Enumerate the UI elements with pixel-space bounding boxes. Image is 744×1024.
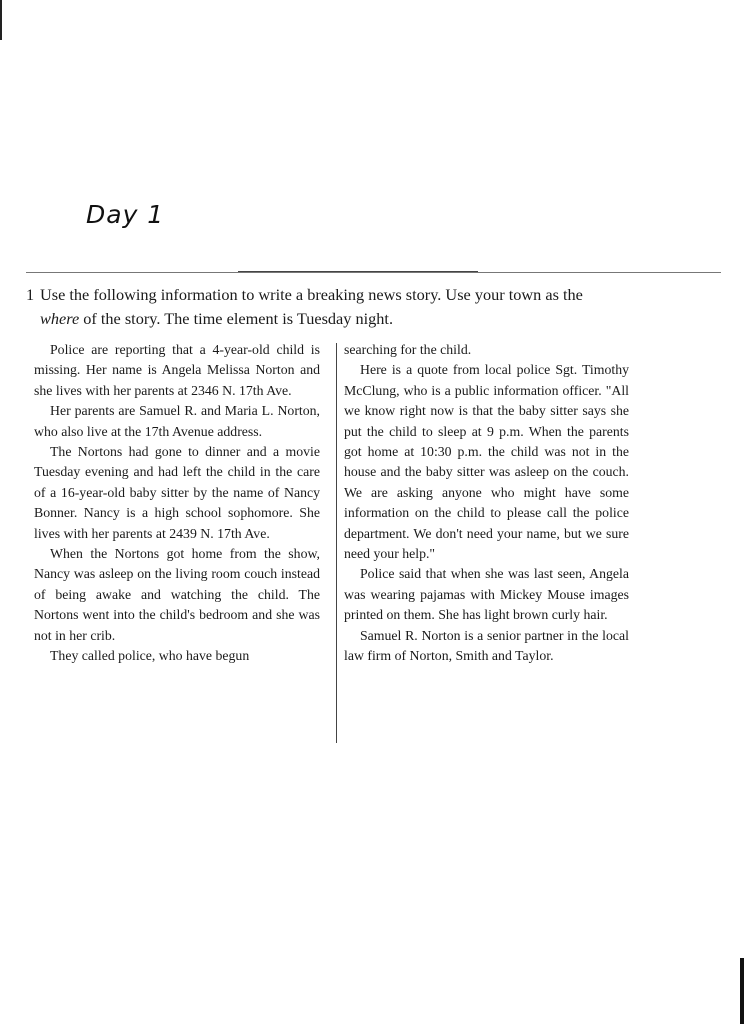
story-column-left [34,340,320,667]
story-paragraph: They called police, who have begun [50,648,250,664]
scan-edge-mark [0,0,2,40]
story-paragraph: Her parents are Samuel R. and Maria L. Norton, who also live at the 17th Avenue address. [34,403,320,439]
story-column-right [344,340,629,667]
prompt-line-1: Use the following information to write a breaking news story. Use your town as the [40,285,583,304]
story-paragraph: Police are reporting that a 4-year-old child is missing. Her name is Angela Melissa Norton and she lives with her parents at 2346 N. 17th Ave. [34,342,320,398]
prompt-emphasis: where [40,309,80,328]
story-paragraph: When the Nortons got home from the show, Nancy was asleep on the living room couch instead of being awake and watching the child. The Nortons went into the child's bedroom and she was not in her crib. [34,546,320,643]
scan-edge-mark [740,958,744,1024]
story-paragraph-continuation: searching for the child. [344,342,472,357]
horizontal-rule [26,272,721,273]
prompt-line-2-rest: of the story. The time element is Tuesday night. [79,309,394,328]
column-divider [336,343,337,743]
story-paragraph: Here is a quote from local police Sgt. Timothy McClung, who is a public information officer. "All we know right now is that the baby sitter says she put the child to sleep at 9 p.m. When the parents got home at 10:30 p.m. the child was not in the house and the baby sitter was asleep on the couch. We are asking anyone who might have some information on the child to please call the police department. We don't need your name, but we sure need your help." [344,362,629,562]
prompt-line-2 [40,307,393,331]
horizontal-rule-dark [238,271,478,272]
prompt-number: 1 [26,285,35,304]
story-paragraph: Samuel R. Norton is a senior partner in the local law firm of Norton, Smith and Taylor. [344,627,629,664]
handwritten-heading: Day 1 [86,200,165,229]
story-paragraph: The Nortons had gone to dinner and a movie Tuesday evening and had left the child in the care of a 16-year-old baby sitter by the name of Nancy Bonner. Nancy is a high school sophomore. She lives with her parents at 2439 N. 17th Ave. [34,444,320,541]
story-paragraph: Police said that when she was last seen, Angela was wearing pajamas with Mickey Mouse images printed on them. She has light brown curly hair. [344,566,629,623]
